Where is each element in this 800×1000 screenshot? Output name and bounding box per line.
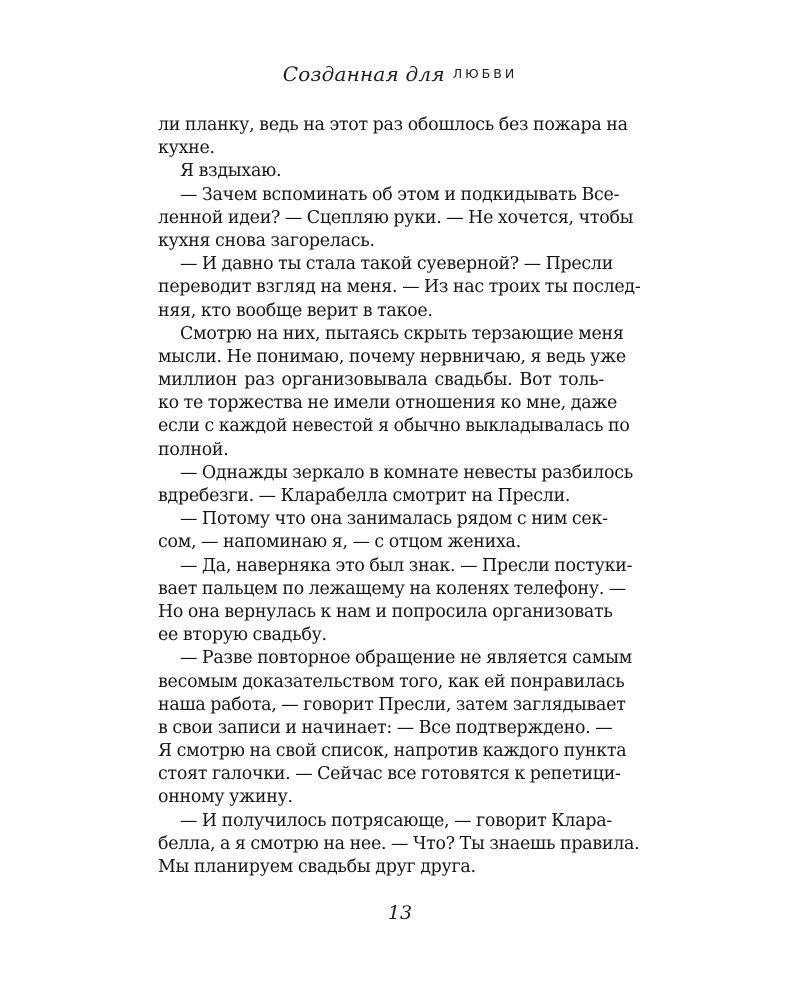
body-text	[158, 114, 641, 879]
text-line: вает пальцем по лежащему на коленях телефону. —	[158, 578, 627, 599]
text-line: Смотрю на них, пытаясь скрыть терзающие меня	[180, 323, 624, 344]
text-line: няя, кто вообще верит в такое.	[158, 300, 433, 321]
text-line: — И давно ты стала такой суеверной? — Пресли	[180, 254, 614, 275]
text-line: — Разве повторное обращение не является самым	[180, 648, 633, 669]
text-line: кухне.	[158, 138, 215, 159]
text-line: — Однажды зеркало в комнате невесты разбилось	[180, 462, 633, 483]
text-line: если с каждой невестой я обычно выкладывалась по	[158, 416, 630, 437]
page-number: 13	[387, 902, 413, 924]
book-title-script: Созданная для	[282, 62, 445, 86]
text-line: Я смотрю на свой список, напротив каждого пункта	[158, 741, 627, 762]
text-line: Я вздыхаю.	[180, 161, 282, 182]
text-line: ее вторую свадьбу.	[158, 625, 327, 646]
text-line: весомым доказательством того, как ей понравилась	[158, 671, 625, 692]
text-line: миллион раз организовывала свадьбы. Вот толь-	[158, 370, 604, 391]
text-line: мысли. Не понимаю, почему нервничаю, я ведь уже	[158, 346, 626, 367]
text-line: ли планку, ведь на этот раз обошлось без пожара на	[158, 115, 628, 135]
text-line: переводит взгляд на меня. — Из нас троих ты послед-	[158, 277, 641, 298]
text-line: Но она вернулась к нам и попросила организовать	[158, 601, 613, 622]
text-line: онному ужину.	[158, 787, 293, 808]
book-title-caps: ЛЮБВИ	[452, 66, 518, 81]
text-line: стоят галочки. — Сейчас все готовятся к репетици-	[158, 764, 621, 785]
text-line: сом, — напоминаю я, — с отцом жениха.	[158, 532, 521, 553]
text-line: ленной идеи? — Сцепляю руки. — Не хочется, чтобы	[158, 207, 634, 228]
text-line: полной.	[158, 439, 229, 460]
text-line: белла, а я смотрю на нее. — Что? Ты знаешь правила.	[158, 833, 640, 854]
text-line: в свои записи и начинает: — Все подтверждено. —	[158, 717, 613, 738]
text-line: кухня снова загорелась.	[158, 230, 375, 251]
text-line: вдребезги. — Кларабелла смотрит на Пресли.	[158, 486, 571, 506]
text-line: — Потому что она занималась рядом с ним сек-	[180, 509, 608, 530]
text-line: ко те торжества не имели отношения ко мне, даже	[158, 393, 618, 414]
text-line: наша работа, — говорит Пресли, затем заглядывает	[158, 694, 626, 715]
running-head	[0, 62, 800, 86]
text-line: — И получилось потрясающе, — говорит Клара-	[180, 810, 612, 831]
text-line: Мы планируем свадьбы друг друга.	[158, 857, 476, 877]
text-line: — Да, наверняка это был знак. — Пресли постуки-	[180, 555, 633, 576]
text-line: — Зачем вспоминать об этом и подкидывать Все-	[180, 184, 620, 205]
